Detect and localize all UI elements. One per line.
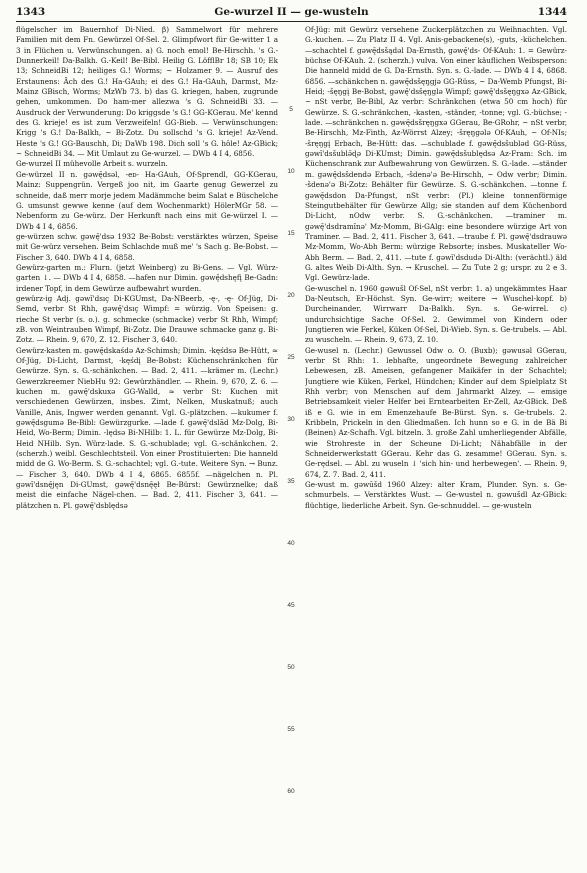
- line-number: 55: [287, 726, 295, 733]
- line-number: 25: [287, 354, 295, 361]
- page-number-left: 1343: [16, 6, 46, 18]
- entry-text: Ge-würzel II n. gəwę̄dsəl, -eᴅ- Ha-GAuh, Of-Sprendl, GG-KGerau, Mainz: Suppengrün. Vergeß joo nit, im Gaarte genug Gewerzel zu schneide, daß merr morje jedem Madämmche beim Salat e Büschelche G. umsunst gewwe kenne (auf dem Wochenmarkt) HölerMGr 58. — Nebenform zu Ge-würz. Der Herkunft nach eins mit Ge-würzel I. — DWb 4 I 4, 6856.: [16, 169, 278, 231]
- line-number: 35: [287, 478, 295, 485]
- entry-text: flügelscher im Bauernhof Di-Nied. β) Sammelwort für mehrere Familien mit dem Fn. Gewürzel Of-Sel. 2. Glimpfwort für Ge-witter 1 a 3 in Flüchen u. Verwünschungen. a) G. noch emol! Be-Hirschh. 's G.-Dunnerkeil! Da-Balkh. G.-Keil! Be-Bibl. Heilig G. LöfflBr 18; SB 10; Ek 13; SchneidBi 12; heiliges G.! Worms; ~ Holzamer 9. — Ausruf des Erstaunens: Äch des G.! Ha-GAuh; ei des G.! Ha-GAuh, Darmst, Mz-Mainz GBisch, Worms; MzWb 73. b) das G. kriegen, haben, zugrunde gehen, umkommen. Do ham-mer allezwa 's G. SchneidBi 33. — Ausdruck der Verwunderung: Do kriggsde 's G.! GG-KGerau. Me' kennd des G. krieje! es ist zum Verzweifeln! GG-Bieb. — Verwünschungen: Krigg 's G.! Da-Balkh, ~ Bi-Zotz. Du sollschd 's G. krieje! Az-Vend. Heste 's G.! GG-Bauschh, Di; DaWb 198. Dich soll 's G. hôle! Az-GBick; ~ SchneidBi 34. — Mit Umlaut zu Ge-wurzel. — DWb 4 I 4, 6856.: [16, 25, 278, 159]
- entry-text: Of-Jüg: mit Gewürz versehene Zuckerplätzchen zu Weihnachten. Vgl. G.-kuchen. — Zu Platz II 4. Vgl. Anis-gebackene(s), -guts, -küchelchen. —schachtel f. gəwę̄dsšądəl Da-Ernsth, gəwę̄'ds- Of-KAuh: 1. = Gewürz-büchse Of-KAuh. 2. (scherzh.) vulva. Von einer käuflichen Weibsperson: Die hanneld midd de G. Da-Ernsth. Syn. s. G.-lade. — DWb 4 I 4, 6868. 6856. —schänkchen n. gəwę̄dsšęŋgjǝ GG-Rüss, ~ Da-Wemb Pfungst, Bi-Heid; -šęŋgį Be-Bobst, gəwę̄'dsšęŋglǝ Wimpf; gəwę̄'dsšęŋgxǝ Az-GBick, ~ nSt verbr, Be-Bibl, Az verbr: Schränkchen (etwa 50 cm hoch) für Gewürze. S. G.-schränkchen, -kasten, -ständer, -tonne; vgl. G.-büchse; -lade. —schränkchen n. gəwę̄dsšręŋgxǝ GGerau, Be-GRohr, ~ nSt verbr, Be-Hirschh, Mz-Finth, Az-Wörrst Alzey; -šręŋgəlǝ Of-KAuh, ~ Of-NIs; -šręŋgį Erbach, Be-Hütt: das. —schublade f. gəwę̄dsšubləd GG-Rüss, gəwı̄'dsšublǝ̄ɖǝ Di-KUmst; Dimin. gəwę̄dsšublędsǝ Az-Fram: Sch. im Küchenschrank zur Aufbewahrung von Gewürzen. S. G.-lade. —ständer m. gəwę̄dsšdendǝ Erbach, -šdenǝ'ǝ Be-Hirschh, ~ Odw verbr; Dimin. -šdenǝ'ǝ Bi-Zotz: Behälter für Gewürze. S. G.-schänkchen. —tonne f. gəwę̄dsdon Da-Pfungst, nSt verbr: (Pl.) kleine tonnenförmige Steingutbehälter für Gewürze Allg; sie standen auf dem Küchenbord Di-Licht, nOdw verbr. S. G.-schänkchen. —traminer m. gəwę̄'dsdramı̄nǝ' Mz-Momm, Bi-GAlg: eine besondere würzige Art von Traminer. — Bad. 2, 411. Fischer 3, 641. —traube f. Pl. gəwę̄'dsdrauwǝ Mz-Momm, Wo-Abh Berm: würzige Rebsorte; insbes. Muskateller Wo-Abh Berm. — Bad. 2, 411. —tute f. gəwı̄'dsdudǝ Di-Alth: (verächtl.) äld G. altes Weib Di-Alth. Syn. → Kruschel. — Zu Tute 2 g; urspr. zu 2 e 3. Vgl. Gewürz-lade.: [305, 25, 567, 283]
- left-column: [16, 25, 278, 867]
- line-number: 50: [287, 664, 295, 671]
- line-number: 5: [289, 106, 293, 113]
- running-title: Ge-wurzel II — ge-wusteln: [214, 6, 369, 18]
- line-number: 40: [287, 540, 295, 547]
- entry-text: ge-würzen schw. gəwę̄'dsə 1932 Be-Bobst: verstärktes würzen, Speise mit Ge-würz versehen. Beim Schlachde muß me' 's Sach g. Be-Bobst. — Fischer 3, 640. DWb 4 I 4, 6858.: [16, 231, 278, 262]
- header-rule: [16, 21, 567, 22]
- line-number: 15: [287, 230, 295, 237]
- line-number: 20: [287, 292, 295, 299]
- entry-text: Ge-wusel n. (Lechr.) Gewussel Odw o. O. (Buxb); gəwusəl GGerau, verbr St Rhh: 1. lebhafte, ungeordnete Bewegung zahlreicher Lebewesen, zB. Ameisen, gefangener Maikäfer in der Schachtel; Jungtiere wie Küken, Ferkel, Hündchen; Kinder auf dem Spielplatz St Rhh verbr; von Menschen auf dem Jahrmarkt Alzey. — emsige Betriebsamkeit vieler Helfer bei Erntearbeiten Er-Zell, Az-GBick. Deß iß e G. wie in em Emenzehaufe Be-Bürst. Syn. s. Ge-trubels. 2. Kribbeln, Prickeln in den Gliedmaßen. Ich hunn so e G. in de Bä Bi (Beinen) Az-Schafh. Vgl. bitzeln. 3. große Zahl umherliegender Abfälle, wie Strohreste in der Scheune Di-Licht; Nähabfälle in der Schneiderwerkstatt GGerau. Kehr das G. zesamme! GGerau. Syn. s. Ge-rędsel. — Abl. zu wuseln ↓ 'sich hin- und herbewegen'. — Rhein. 9, 674, Z. 7. Bad. 2, 411.: [305, 345, 567, 479]
- entry-text: Gewürz-garten m.: Flurn. (jetzt Weinberg) zu Bi-Gens. — Vgl. Würz-garten ↓. — DWb 4 I 4, 6858. —hafen nur Dimin. gəwę̄dshęfį Be-Gadn: irdener Topf, in dem Gewürze aufbewahrt wurden.: [16, 262, 278, 293]
- entry-text: Ge-wust m. gəwūšd 1960 Alzey: alter Kram, Plunder. Syn. s. Ge-schmurbels. — Verstärktes Wust. — Ge-wustel n. gəwušdl Az-GBick: flüchtige, liederliche Arbeit. Syn. Ge-schnuddel. — ge-wusteln: [305, 480, 567, 510]
- entry-text: Ge-wurzel II mühevolle Arbeit s. wurzeln.: [16, 159, 168, 169]
- entry-text: gewürz-ig Adj. gəwı̄'dsıç Di-KGUmst, Da-NBeerb, -ę-, -ę- Of-Jüg, Di-Semd, verbr St Rhh, gəwę̄'dsıç Wimpf: = würzig. Von Speisen: g. rieche St verbr (s. o.). g. schmecke (schmacke) verbr St Rhh, Wimpf; zB. von Weintrauben Wimpf, Bi-Zotz. Die Drauwe schmacke ganz g. Bi-Zotz. — Rhein. 9, 670, Z. 12. Fischer 3, 640.: [16, 293, 278, 345]
- right-column: [305, 25, 567, 867]
- entry-text: Gewürz-kasten m. gəwę̄dskaśdə Az-Schimsh; Dimin. -kęśdsǝ Be-Hütt, ≈ Of-Jüg, Di-Licht, Darmst, -kęśdį Be-Bobst: Küchenschränkchen für Gewürze. Syn. s. G.-schänkchen. — Bad. 2, 411. —krämer m. (Lechr.) Gewerzkreemer NiebHu 92: Gewürzhändler. — Rhein. 9, 670, Z. 6. —kuchen m. gəwę̄'dskuxə GG-Walld, ≈ verbr St: Kuchen mit verschiedenen Gewürzen, insbes. Zimt, Nelken, Muskatnuß; auch Vanille, Anis, Ingwer werden genannt. Vgl. G.-plätzchen. —kukumer f. gəwę̄dsgumǝ Be-Bibl: Gewürzgurke. —lade f. gəwę̄'dslād Mz-Dolg, Bi-Heid, Wo-Berm; Dimin. -lędsǝ Bi-NHilb: 1. L. für Gewürze Mz-Dolg, Bi-Heid NHilb. Syn. Würz-lade. S. G.-schublade; vgl. G.-schänkchen. 2. (scherzh.) weibl. Geschlechtsteil. Von einer Prostituierten: Die hanneld midd de G. Wo-Berm. S. G.-schachtel; vgl. G.-tute. Weitere Syn. → Bunz. — Fischer 3, 640. DWb 4 I 4, 6865. 6855f. —nägelchen n. Pl. gəwı̄'dsnę̄jęn Di-GUmst, gəwę̄'dsnę̄ęł Be-Bürst: Gewürznelke; daß meist die einfache Nägel-chen. — Bad. 2, 411. Fischer 3, 641. —plätzchen n. Pl. gəwę̄'dsblędsǝ: [16, 345, 278, 510]
- running-header: [16, 6, 567, 20]
- line-number: 45: [287, 602, 295, 609]
- line-number: 10: [287, 168, 295, 175]
- line-number: 60: [287, 788, 295, 795]
- page-number-right: 1344: [537, 6, 567, 18]
- line-number: 30: [287, 416, 295, 423]
- entry-text: Ge-wuschel n. 1960 gəwušl Of-Sel, nSt verbr: 1. a) ungekämmtes Haar Da-Neutsch, Er-Höchst. Syn. Ge-wirr; weitere → Wuschel-kopf. b) Durcheinander, Wirrwarr Da-Balkh. Syn. s. Ge-wirrel. c) undurchsichtige Sache Of-Sel. 2. Gewimmel von Kindern oder Jungtieren wie Ferkel, Küken Of-Sel, Di-Wieb. Syn. s. Ge-trubels. — Abl. zu wuscheln. — Rhein. 9, 673, Z. 10.: [305, 283, 567, 345]
